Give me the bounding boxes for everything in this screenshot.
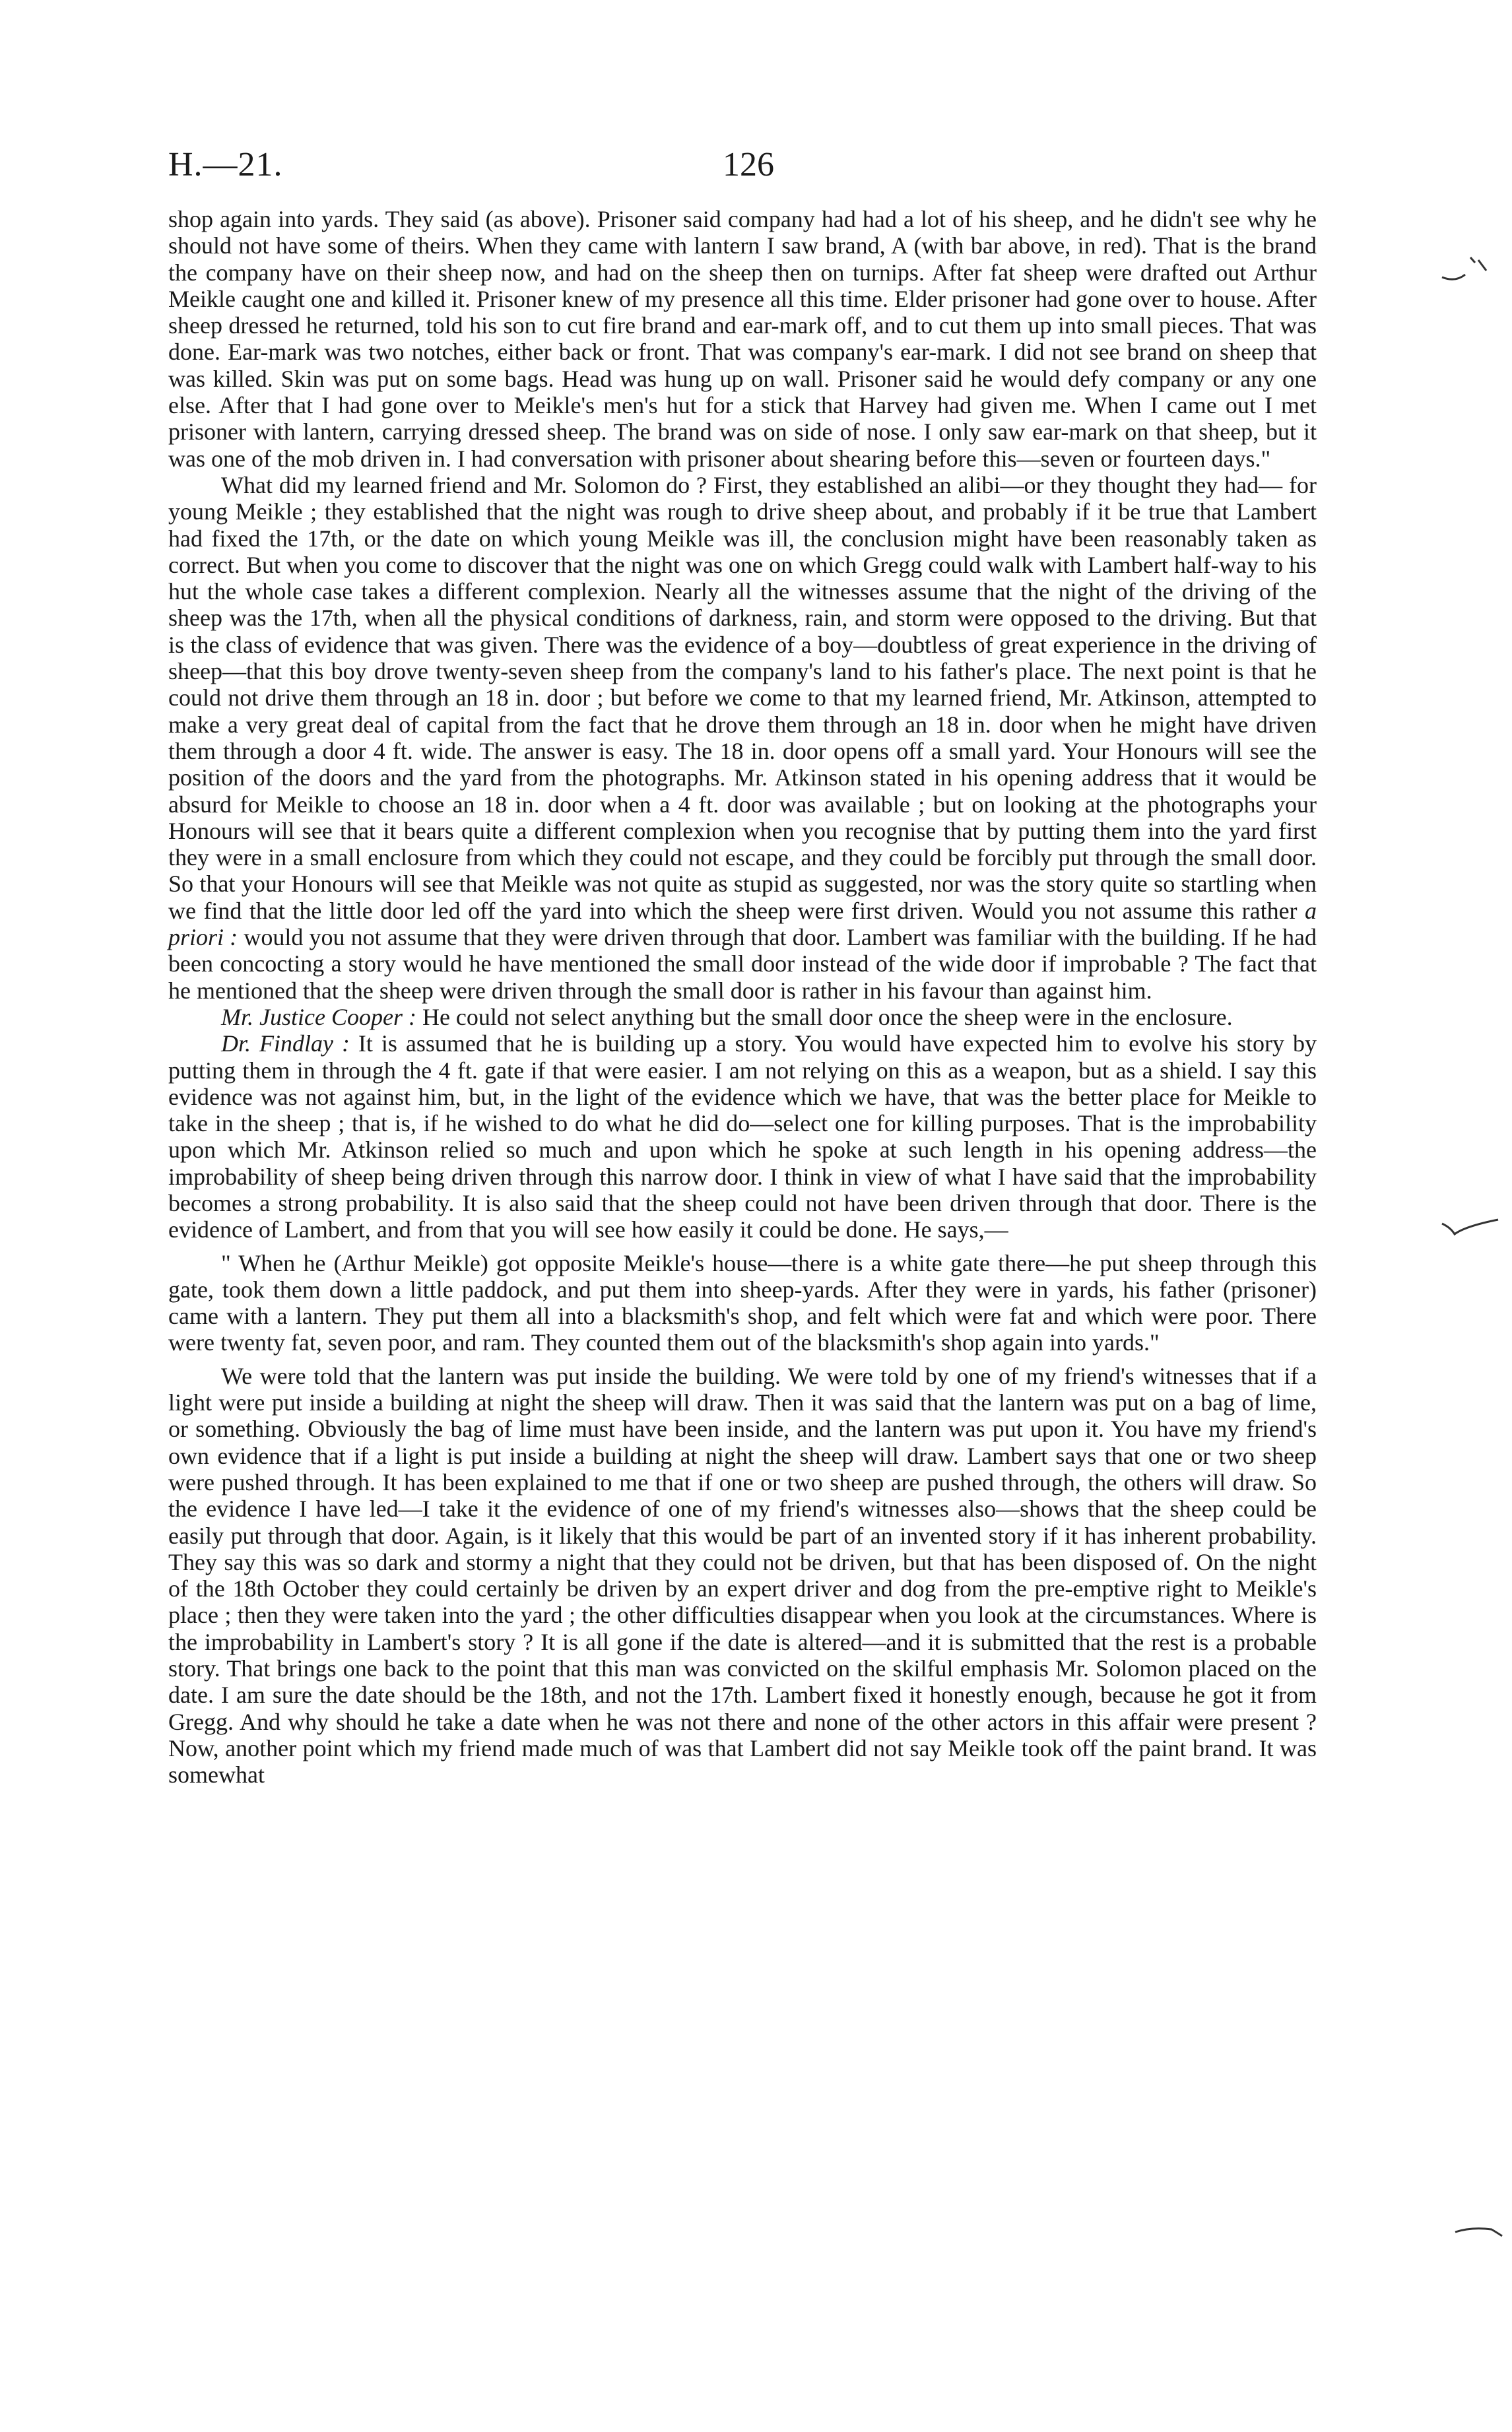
italic-phrase: a priori : [168, 897, 1317, 951]
document-reference: H.—21. [168, 146, 283, 183]
paragraph-text-continued: would you not assume that they were driven through that door. Lambert was familiar with the building. If he had been concocting a story would he have mentioned the small door instead of the wide door if improbable ? The fact that he mentioned that the sheep were driven through the small door is rather in his favour than against him. [168, 924, 1317, 1004]
paragraph-justice-cooper [168, 1004, 1317, 1030]
page-body [168, 206, 1317, 1789]
speaker-statement: He could not select anything but the small door once the sheep were in the enclosure. [422, 1003, 1233, 1030]
paragraph-alibi-argument [168, 472, 1317, 1004]
paragraph-lantern-argument: We were told that the lantern was put inside the building. We were told by one of my friend's witnesses that if a light were put inside a building at night the sheep will draw. Then it was said that the lantern was put on a bag of lime, or something. Obviously the bag of lime must have been inside, and the lantern was put upon it. You have my friend's own evidence that if a light is put inside a building at night the sheep will draw. Lambert says that one or two sheep were pushed through. It has been explained to me that if one or two sheep are pushed through, the others will draw. So the evidence I have led—I take it the evidence of one of my friend's witnesses also—shows that the sheep could be easily put through that door. Again, is it likely that this would be part of an invented story if it has inherent probability. They say this was so dark and stormy a night that they could not be driven, but that has been disposed of. On the night of the 18th October they could certainly be driven by an expert driver and dog from the pre-emptive right to Meikle's place ; then they were taken into the yard ; the other difficulties disappear when you look at the circumstances. Where is the improbability in Lambert's story ? It is all gone if the date is altered—and it is submitted that the rest is a probable story. That brings one back to the point that this man was convicted on the skilful emphasis Mr. Solomon placed on the date. I am sure the date should be the 18th, and not the 17th. Lambert fixed it honestly enough, because he got it from Gregg. And why should he take a date when he was not there and none of the other actors in this affair were present ? Now, another point which my friend made much of was that Lambert did not say Meikle took off the paint brand. It was somewhat [168, 1362, 1317, 1789]
paragraph-text: What did my learned friend and Mr. Solomon do ? First, they established an alibi—or they thought they had— for young Meikle ; they established that the night was rough to drive sheep about, and probably if it be true that Lambert had fixed the 17th, or the date on which young Meikle was ill, the conclusion might have been reasonably taken as correct. But when you come to discover that the night was one on which Gregg could walk with Lambert half-way to his hut the whole case takes a different complexion. Nearly all the witnesses assume that the night of the driving of the sheep was the 17th, when all the physical conditions of darkness, rain, and storm were opposed to the driving. But that is the class of evidence that was given. There was the evidence of a boy—doubtless of great experience in the driving of sheep—that this boy drove twenty-seven sheep from the company's land to his father's place. The next point is that he could not drive them through an 18 in. door ; but before we come to that my learned friend, Mr. Atkinson, attempted to make a very great deal of capital from the fact that he drove them through an 18 in. door when he might have driven them through a door 4 ft. wide. The answer is easy. The 18 in. door opens off a small yard. Your Honours will see the position of the doors and the yard from the photographs. Mr. Atkinson stated in his opening address that it would be absurd for Meikle to choose an 18 in. door when a 4 ft. door was available ; but on looking at the photographs your Honours will see that it bears quite a different complexion when you recognise that by putting them into the yard first they were in a small enclosure from which they could not escape, and they could be forcibly put through the small door. So that your Honours will see that Meikle was not quite as stupid as suggested, nor was the story quite so startling when we find that the little door led off the yard into which the sheep were first driven. Would you not assume this rather [168, 471, 1317, 924]
margin-mark-bottom [1452, 2218, 1505, 2244]
paragraph-dr-findlay [168, 1030, 1317, 1243]
speaker-name: Dr. Findlay : [221, 1030, 350, 1057]
speaker-name: Mr. Justice Cooper : [221, 1003, 416, 1030]
margin-mark-top [1439, 251, 1492, 290]
page-number: 126 [723, 146, 774, 183]
quoted-evidence: " When he (Arthur Meikle) got opposite Meikle's house—there is a white gate there—he put sheep through this gate, took them down a little paddock, and put them into sheep-yards. After they were in yards, his father (prisoner) came with a lantern. They put them all into a blacksmith's shop, and felt which were fat and which were poor. There were twenty fat, seven poor, and ram. They counted them out of the blacksmith's shop again into yards." [168, 1249, 1317, 1356]
margin-mark-middle [1439, 1214, 1505, 1254]
page-header [168, 137, 1317, 190]
speaker-statement: It is assumed that he is building up a story. You would have expected him to evolve his story by putting them in through the 4 ft. gate if that were easier. I am not relying on this as a weapon, but as a shield. I say this evidence was not against him, but, in the light of the evidence which we have, that was the better place for Meikle to take in the sheep ; that is, if he wished to do what he did do—select one for killing purposes. That is the improbability upon which Mr. Atkinson relied so much and upon which he spoke at such length in his opening address—the improbability of sheep being driven through this narrow door. I think in view of what I have said that the improbability becomes a strong probability. It is also said that the sheep could not have been driven through that door. There is the evidence of Lambert, and from that you will see how easily it could be done. He says,— [168, 1030, 1317, 1243]
paragraph-evidence-continuation: shop again into yards. They said (as above). Prisoner said company had had a lot of his sheep, and he didn't see why he should not have some of theirs. When they came with lantern I saw brand, A (with bar above, in red). That is the brand the company have on their sheep now, and had on the sheep then on turnips. After fat sheep were drafted out Arthur Meikle caught one and killed it. Prisoner knew of my presence all this time. Elder prisoner had gone over to house. After sheep dressed he returned, told his son to cut fire brand and ear-mark off, and to cut them up into small pieces. That was done. Ear-mark was two notches, either back or front. That was company's ear-mark. I did not see brand on sheep that was killed. Skin was put on some bags. Head was hung up on wall. Prisoner said he would defy company or any one else. After that I had gone over to Meikle's men's hut for a stick that Harvey had given me. When I came out I met prisoner with lantern, carrying dressed sheep. The brand was on side of nose. I only saw ear-mark on that sheep, but it was one of the mob driven in. I had conversation with prisoner about shearing before this—seven or fourteen days." [168, 206, 1317, 472]
